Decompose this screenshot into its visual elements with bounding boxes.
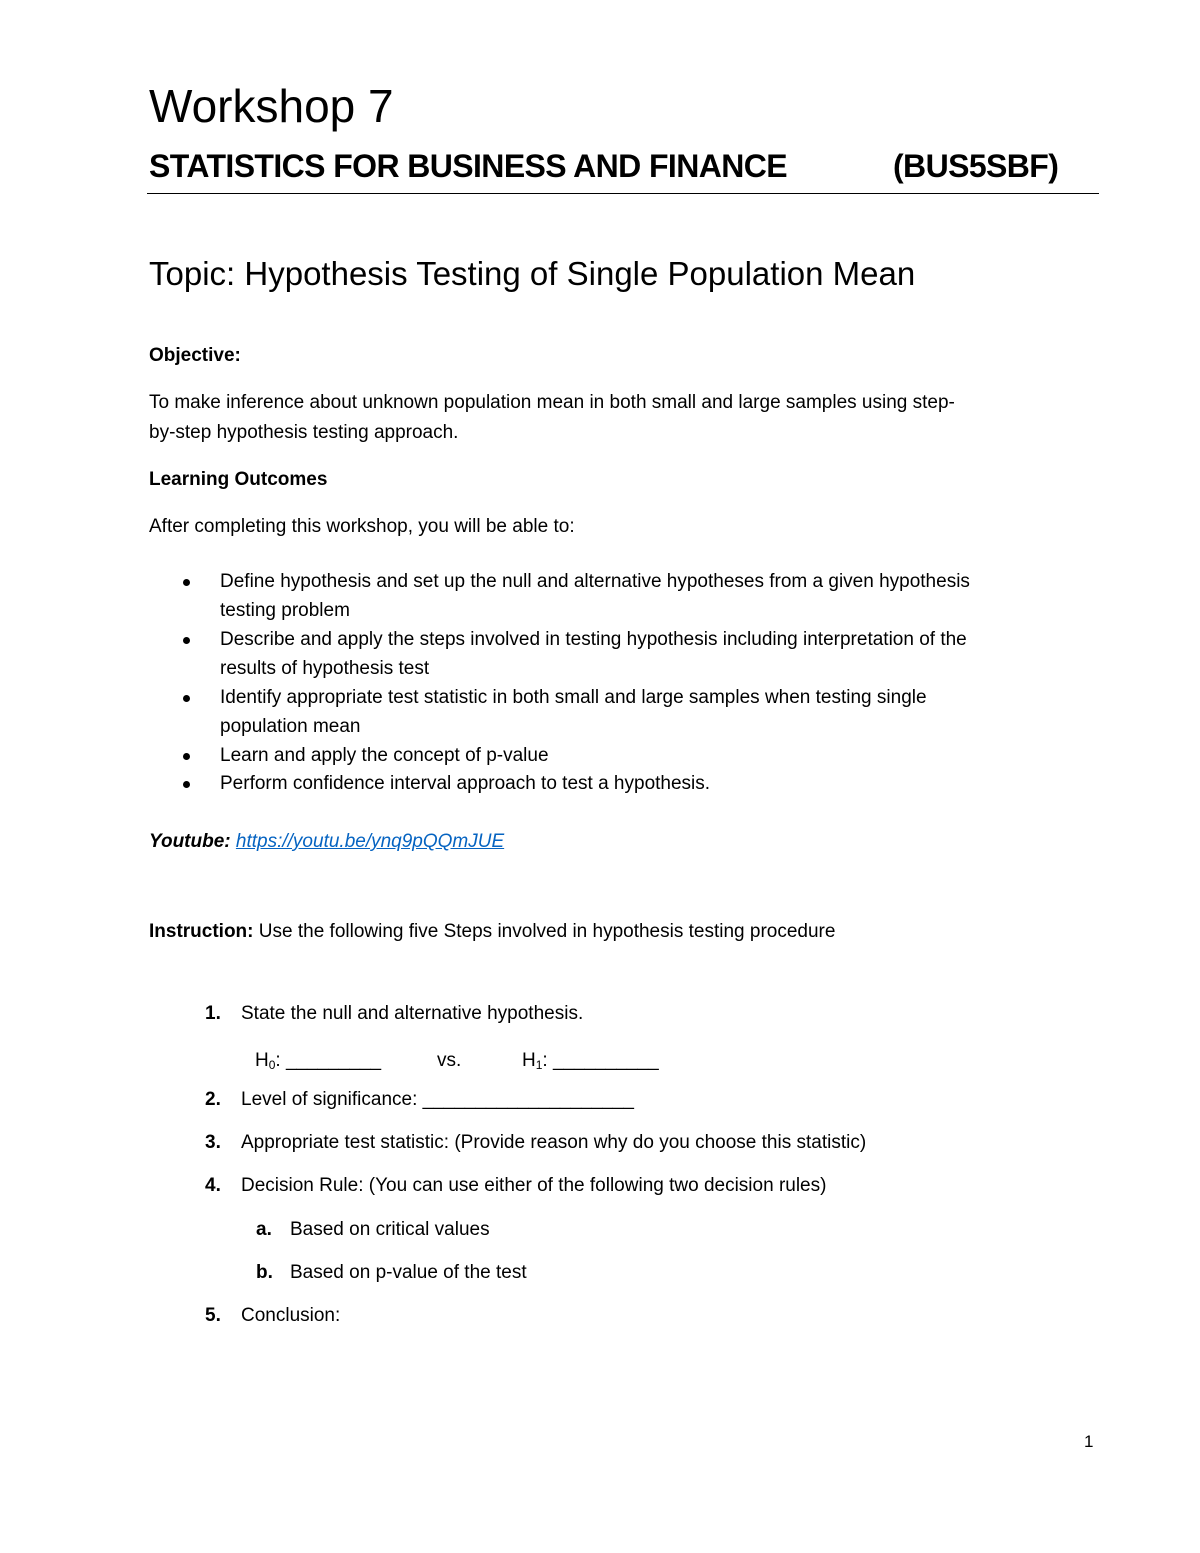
vs-label: vs. xyxy=(437,1050,462,1071)
step-4-number: 4. xyxy=(205,1175,221,1196)
header-divider xyxy=(147,193,1099,194)
course-code: (BUS5SBF) xyxy=(893,148,1059,184)
h1-field xyxy=(522,1046,659,1080)
objective-line-1: To make inference about unknown population mean in both small and large samples using step- xyxy=(149,392,955,413)
topic-heading xyxy=(149,252,915,296)
step-2-number: 2. xyxy=(205,1089,221,1110)
step-3-number: 3. xyxy=(205,1132,221,1153)
list-item-continuation: population mean xyxy=(220,716,361,737)
step-4a-text: Based on critical values xyxy=(290,1219,490,1240)
bullet-icon xyxy=(183,753,190,760)
step-2-text: Level of significance: ____________________ xyxy=(241,1089,634,1110)
step-5-number: 5. xyxy=(205,1305,221,1326)
step-1-text: State the null and alternative hypothesis. xyxy=(241,1003,584,1024)
list-item: Learn and apply the concept of p-value xyxy=(220,745,549,766)
step-5-text: Conclusion: xyxy=(241,1305,341,1326)
step-4-text: Decision Rule: (You can use either of the following two decision rules) xyxy=(241,1175,827,1196)
learning-outcomes-heading: Learning Outcomes xyxy=(149,469,328,490)
h0-subscript: 0 xyxy=(268,1058,276,1072)
course-title xyxy=(149,144,1059,188)
list-item: Describe and apply the steps involved in testing hypothesis including interpretation of the xyxy=(220,629,967,650)
h1-letter: H xyxy=(522,1050,536,1071)
page-number: 1 xyxy=(1084,1432,1094,1451)
h0-field xyxy=(255,1046,381,1080)
instruction-line xyxy=(149,917,835,946)
bullet-icon xyxy=(183,695,190,702)
bullet-icon xyxy=(183,781,190,788)
list-item: Perform confidence interval approach to test a hypothesis. xyxy=(220,773,711,794)
step-4b-text: Based on p-value of the test xyxy=(290,1262,527,1283)
list-item-continuation: testing problem xyxy=(220,600,350,621)
bullet-icon xyxy=(183,637,190,644)
h0-blank: : _________ xyxy=(275,1050,382,1071)
list-item: Define hypothesis and set up the null and alternative hypotheses from a given hypothesis xyxy=(220,571,970,592)
step-4a-letter: a. xyxy=(256,1219,272,1240)
h0-letter: H xyxy=(255,1050,269,1071)
youtube-link[interactable]: https://youtu.be/ynq9pQQmJUE xyxy=(235,831,505,852)
step-1-number: 1. xyxy=(205,1003,221,1024)
h1-blank: : __________ xyxy=(542,1050,659,1071)
objective-line-2: by-step hypothesis testing approach. xyxy=(149,422,459,443)
h1-subscript: 1 xyxy=(535,1058,543,1072)
instruction-text: Use the following five Steps involved in hypothesis testing procedure xyxy=(258,921,836,942)
list-item-continuation: results of hypothesis test xyxy=(220,658,430,679)
step-4b-letter: b. xyxy=(256,1262,273,1283)
instruction-label: Instruction: xyxy=(149,921,254,942)
list-item: Identify appropriate test statistic in both small and large samples when testing single xyxy=(220,687,927,708)
topic-label: Topic: xyxy=(149,255,236,292)
youtube-label: Youtube: xyxy=(149,831,231,852)
step-3-text: Appropriate test statistic: (Provide reason why do you choose this statistic) xyxy=(241,1132,867,1153)
document-title: Workshop 7 xyxy=(149,80,394,132)
bullet-icon xyxy=(183,579,190,586)
youtube-line xyxy=(149,827,504,856)
learning-outcomes-intro: After completing this workshop, you will be able to: xyxy=(149,516,575,537)
objective-heading: Objective: xyxy=(149,345,241,366)
topic-text: Hypothesis Testing of Single Population Mean xyxy=(244,255,916,292)
course-name: STATISTICS FOR BUSINESS AND FINANCE xyxy=(149,148,787,184)
